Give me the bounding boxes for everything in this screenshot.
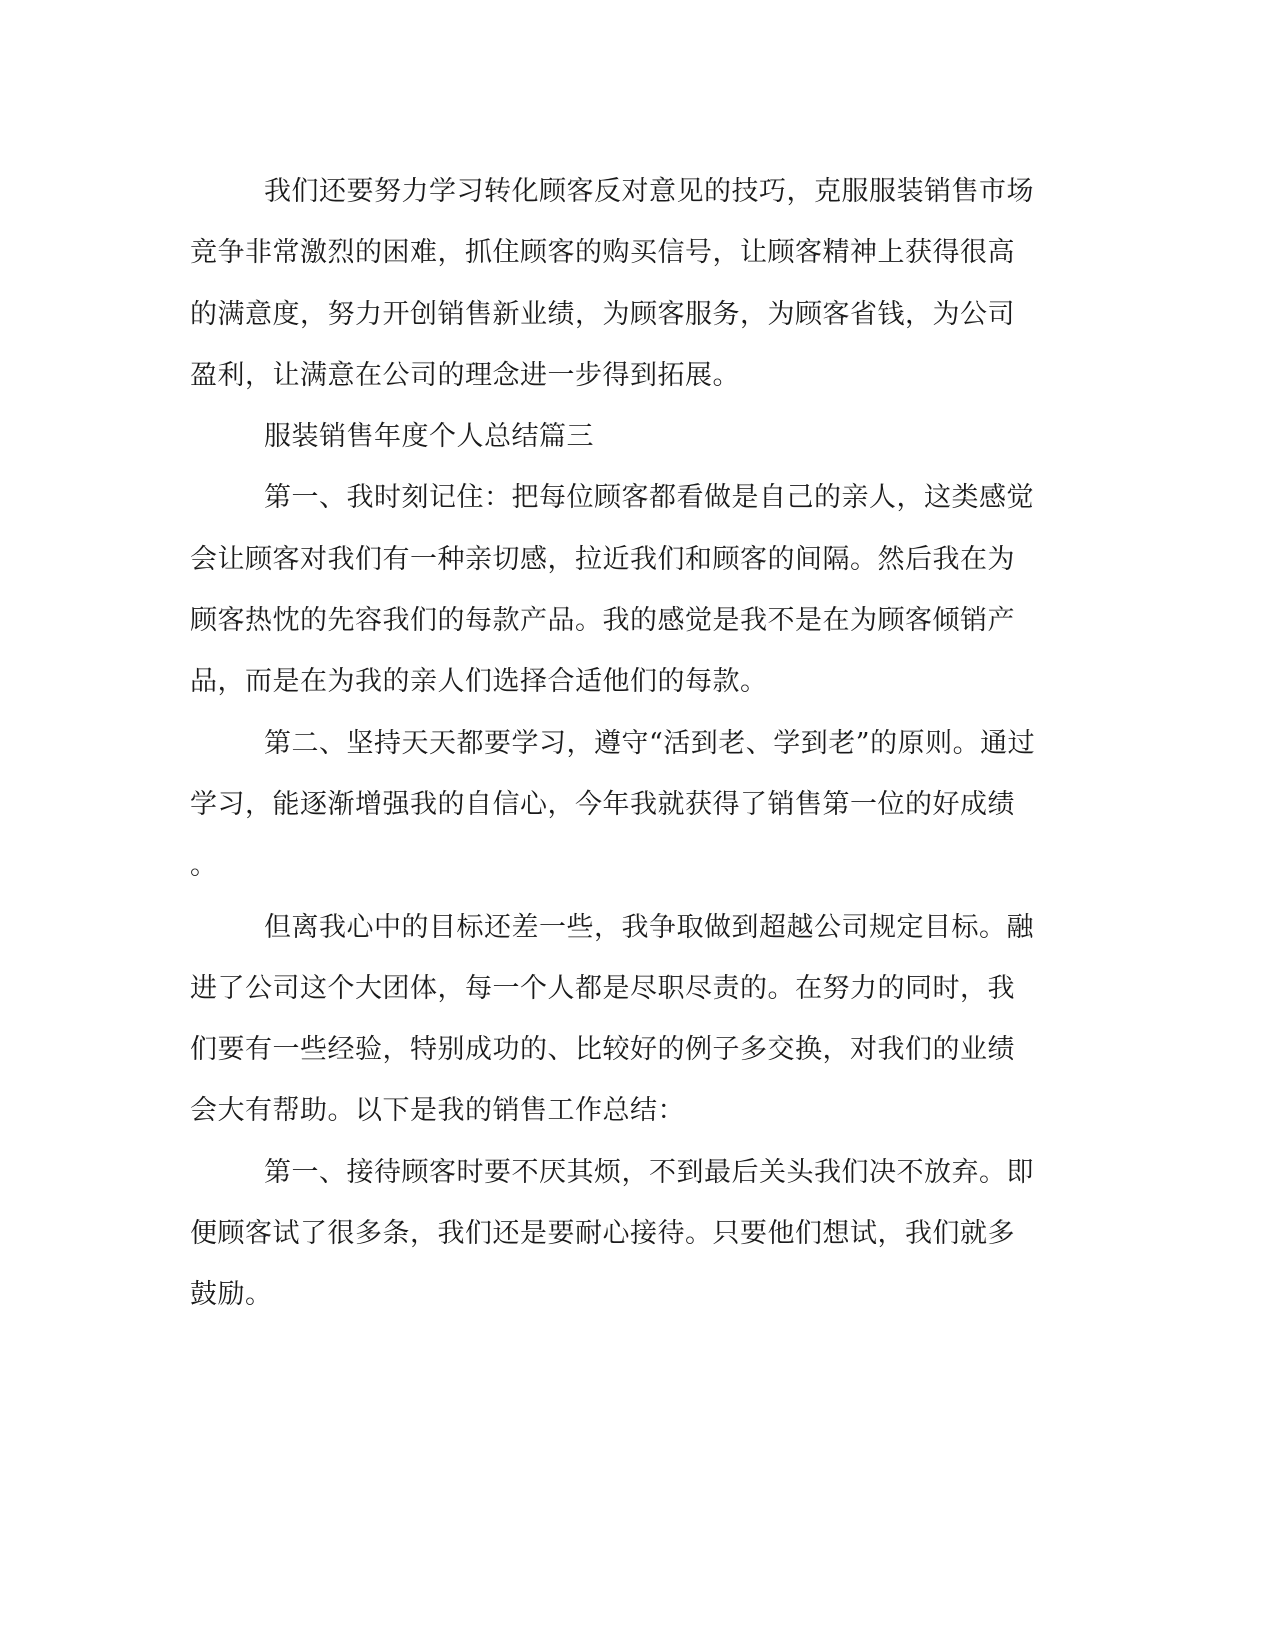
text-line: 盈利，让满意在公司的理念进一步得到拓展。: [190, 359, 740, 391]
text-line: 第一、接待顾客时要不厌其烦，不到最后关头我们决不放弃。即: [264, 1156, 1034, 1188]
text-line: 品，而是在为我的亲人们选择合适他们的每款。: [190, 666, 768, 698]
text-line: 会大有帮助。以下是我的销售工作总结：: [190, 1095, 685, 1127]
text-line: 鼓励。: [190, 1279, 273, 1311]
text-line: 第一、我时刻记住：把每位顾客都看做是自己的亲人，这类感觉: [264, 482, 1034, 514]
text-line: 顾客热忱的先容我们的每款产品。我的感觉是我不是在为顾客倾销产: [190, 605, 1015, 637]
text-line: 竞争非常激烈的困难，抓住顾客的购买信号，让顾客精神上获得很高: [190, 237, 1015, 269]
text-line: 便顾客试了很多条，我们还是要耐心接待。只要他们想试，我们就多: [190, 1218, 1015, 1250]
text-line: 我们还要努力学习转化顾客反对意见的技巧，克服服装销售市场: [264, 176, 1034, 207]
text-line: 第二、坚持天天都要学习，遵守“活到老、学到老”的原则。通过: [264, 727, 1036, 759]
text-line: 们要有一些经验，特别成功的、比较好的例子多交换，对我们的业绩: [190, 1034, 1015, 1066]
text-line: 。: [190, 850, 218, 882]
section-heading: 服装销售年度个人总结篇三: [264, 421, 594, 453]
text-line: 学习，能逐渐增强我的自信心，今年我就获得了销售第一位的好成绩: [190, 788, 1015, 820]
document-body: [190, 161, 1085, 1326]
text-line: 的满意度，努力开创销售新业绩，为顾客服务，为顾客省钱，为公司: [190, 298, 1015, 330]
text-line: 会让顾客对我们有一种亲切感，拉近我们和顾客的间隔。然后我在为: [190, 543, 1015, 575]
text-line: 但离我心中的目标还差一些，我争取做到超越公司规定目标。融: [264, 911, 1034, 943]
text-line: 进了公司这个大团体，每一个人都是尽职尽责的。在努力的同时，我: [190, 972, 1015, 1004]
